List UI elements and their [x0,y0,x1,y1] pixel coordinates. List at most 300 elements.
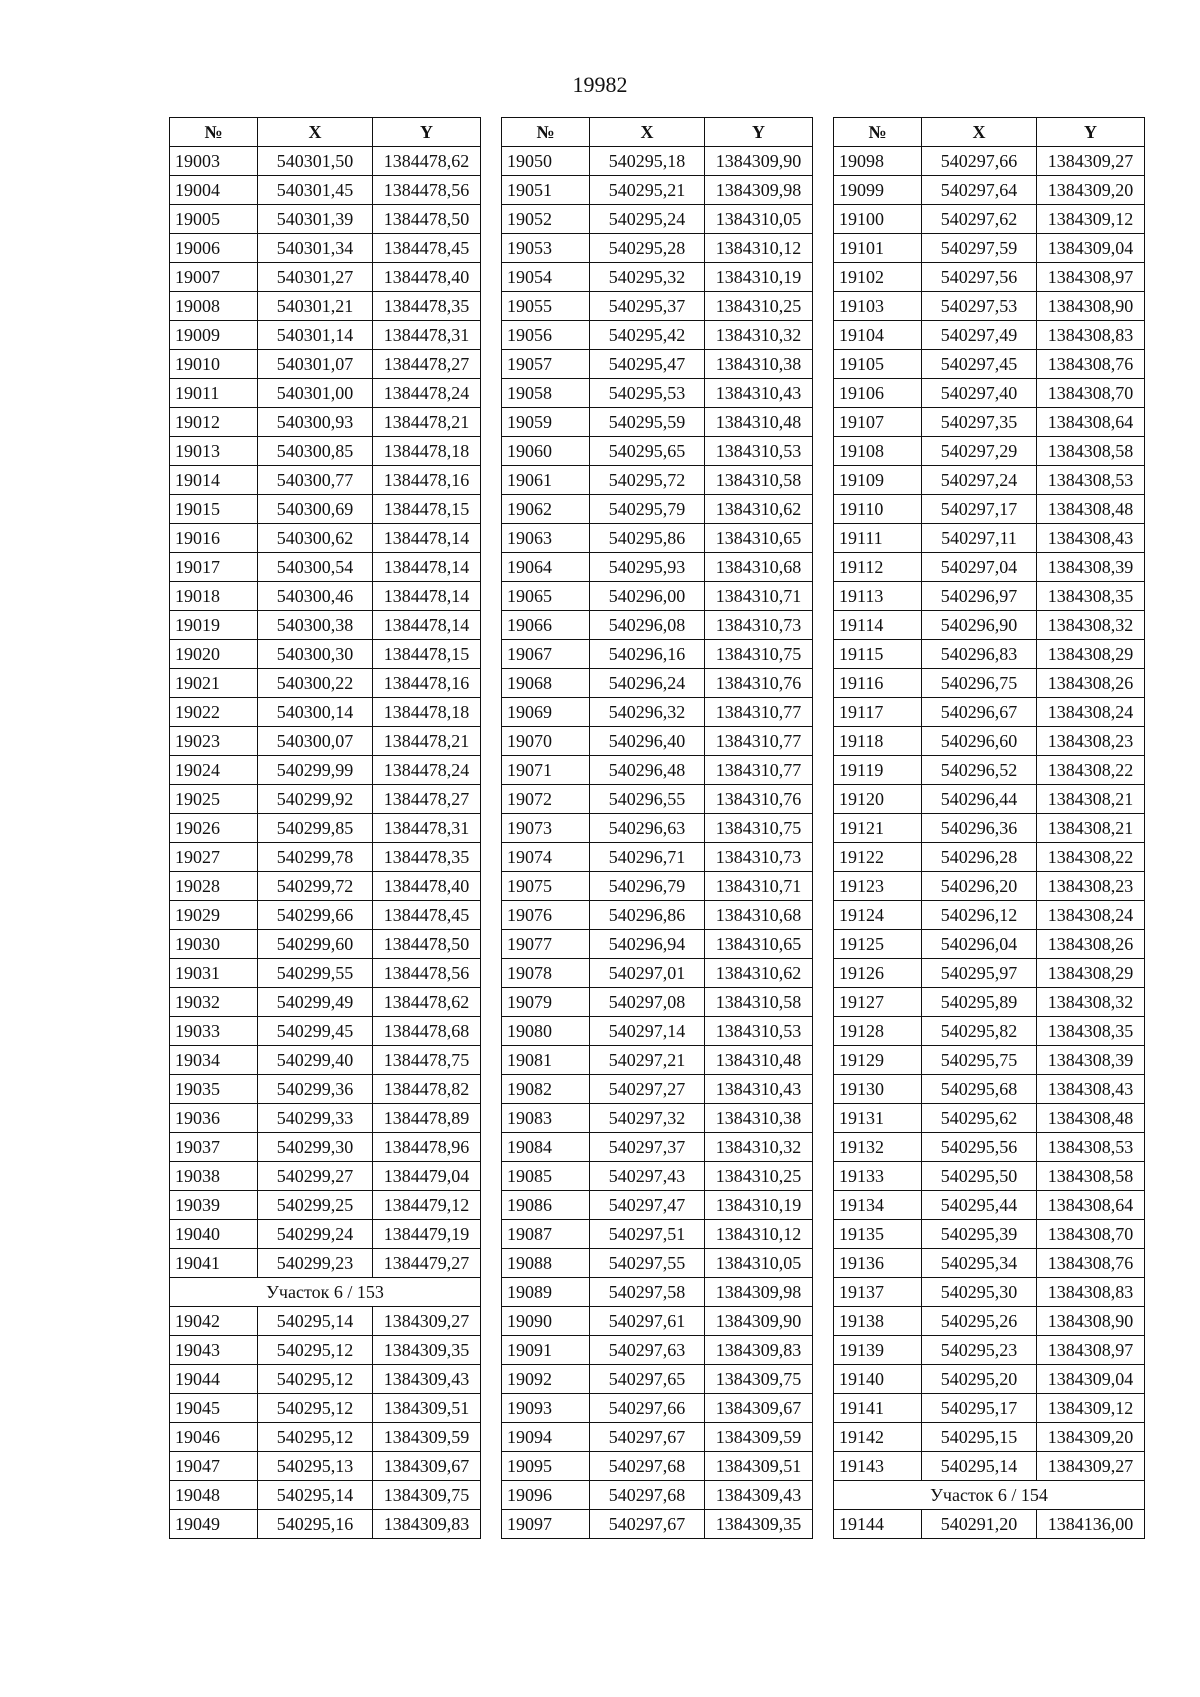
x-coordinate-cell: 540295,86 [590,524,705,553]
table-row [170,1249,481,1278]
y-coordinate-cell: 1384310,65 [705,524,813,553]
x-coordinate-cell: 540291,20 [922,1510,1037,1539]
x-coordinate-cell: 540295,47 [590,350,705,379]
y-coordinate-cell: 1384308,48 [1037,1104,1145,1133]
table-row [170,669,481,698]
y-coordinate-cell: 1384310,58 [705,988,813,1017]
table-row [834,1278,1145,1307]
point-number-cell: 19140 [834,1365,922,1394]
x-coordinate-cell: 540300,77 [258,466,373,495]
x-coordinate-cell: 540295,12 [258,1336,373,1365]
table-row [170,756,481,785]
table-row [170,292,481,321]
table-row [834,1452,1145,1481]
table-row [834,205,1145,234]
table-row [170,1365,481,1394]
y-coordinate-cell: 1384309,04 [1037,1365,1145,1394]
y-coordinate-cell: 1384310,43 [705,1075,813,1104]
x-coordinate-cell: 540296,60 [922,727,1037,756]
point-number-cell: 19068 [502,669,590,698]
section-row [834,1481,1145,1510]
table-row [170,1510,481,1539]
x-coordinate-cell: 540297,40 [922,379,1037,408]
y-coordinate-cell: 1384310,62 [705,959,813,988]
x-coordinate-cell: 540299,27 [258,1162,373,1191]
x-coordinate-cell: 540296,63 [590,814,705,843]
point-number-cell: 19142 [834,1423,922,1452]
y-coordinate-cell: 1384310,53 [705,437,813,466]
y-coordinate-cell: 1384308,23 [1037,727,1145,756]
table-row [502,408,813,437]
point-number-cell: 19010 [170,350,258,379]
x-coordinate-cell: 540296,86 [590,901,705,930]
point-number-cell: 19062 [502,495,590,524]
y-coordinate-cell: 1384308,22 [1037,756,1145,785]
point-number-cell: 19096 [502,1481,590,1510]
x-coordinate-cell: 540295,75 [922,1046,1037,1075]
point-number-cell: 19043 [170,1336,258,1365]
x-coordinate-cell: 540296,55 [590,785,705,814]
point-number-cell: 19124 [834,901,922,930]
y-coordinate-cell: 1384478,18 [373,698,481,727]
table-row [170,524,481,553]
point-number-cell: 19052 [502,205,590,234]
point-number-cell: 19091 [502,1336,590,1365]
y-coordinate-cell: 1384478,27 [373,785,481,814]
y-coordinate-cell: 1384478,24 [373,756,481,785]
point-number-cell: 19065 [502,582,590,611]
table-row [170,1423,481,1452]
point-number-cell: 19069 [502,698,590,727]
y-coordinate-cell: 1384478,56 [373,176,481,205]
x-coordinate-cell: 540295,28 [590,234,705,263]
x-coordinate-cell: 540295,72 [590,466,705,495]
table-row [502,1017,813,1046]
point-number-cell: 19093 [502,1394,590,1423]
point-number-cell: 19005 [170,205,258,234]
table-row [170,959,481,988]
table-row [170,495,481,524]
point-number-cell: 19139 [834,1336,922,1365]
point-number-cell: 19048 [170,1481,258,1510]
x-coordinate-cell: 540297,24 [922,466,1037,495]
y-coordinate-cell: 1384310,32 [705,321,813,350]
y-coordinate-cell: 1384478,31 [373,321,481,350]
x-coordinate-cell: 540296,16 [590,640,705,669]
y-coordinate-cell: 1384478,21 [373,727,481,756]
x-coordinate-cell: 540297,58 [590,1278,705,1307]
y-coordinate-cell: 1384478,62 [373,147,481,176]
column-header-number: № [834,118,922,147]
x-coordinate-cell: 540295,18 [590,147,705,176]
point-number-cell: 19089 [502,1278,590,1307]
x-coordinate-cell: 540299,49 [258,988,373,1017]
point-number-cell: 19019 [170,611,258,640]
table-row [834,1220,1145,1249]
y-coordinate-cell: 1384309,90 [705,147,813,176]
x-coordinate-cell: 540295,13 [258,1452,373,1481]
point-number-cell: 19084 [502,1133,590,1162]
y-coordinate-cell: 1384478,68 [373,1017,481,1046]
y-coordinate-cell: 1384478,40 [373,872,481,901]
point-number-cell: 19054 [502,263,590,292]
x-coordinate-cell: 540296,71 [590,843,705,872]
y-coordinate-cell: 1384309,27 [373,1307,481,1336]
y-coordinate-cell: 1384309,43 [373,1365,481,1394]
table-row [170,930,481,959]
point-number-cell: 19006 [170,234,258,263]
y-coordinate-cell: 1384310,53 [705,1017,813,1046]
x-coordinate-cell: 540301,14 [258,321,373,350]
point-number-cell: 19015 [170,495,258,524]
table-row [170,727,481,756]
y-coordinate-cell: 1384309,20 [1037,176,1145,205]
table-body [502,147,813,1539]
point-number-cell: 19016 [170,524,258,553]
x-coordinate-cell: 540295,68 [922,1075,1037,1104]
table-row [502,495,813,524]
point-number-cell: 19007 [170,263,258,292]
table-body [834,147,1145,1539]
table-row [834,292,1145,321]
y-coordinate-cell: 1384310,05 [705,205,813,234]
x-coordinate-cell: 540299,55 [258,959,373,988]
y-coordinate-cell: 1384478,45 [373,234,481,263]
y-coordinate-cell: 1384478,50 [373,205,481,234]
point-number-cell: 19032 [170,988,258,1017]
y-coordinate-cell: 1384309,12 [1037,1394,1145,1423]
table-row [834,582,1145,611]
point-number-cell: 19071 [502,756,590,785]
x-coordinate-cell: 540296,48 [590,756,705,785]
point-number-cell: 19122 [834,843,922,872]
y-coordinate-cell: 1384308,43 [1037,524,1145,553]
x-coordinate-cell: 540299,78 [258,843,373,872]
table-row [170,1075,481,1104]
point-number-cell: 19041 [170,1249,258,1278]
point-number-cell: 19027 [170,843,258,872]
table-row [834,727,1145,756]
point-number-cell: 19109 [834,466,922,495]
table-row [502,292,813,321]
y-coordinate-cell: 1384310,58 [705,466,813,495]
x-coordinate-cell: 540297,14 [590,1017,705,1046]
table-row [834,350,1145,379]
table-row [170,872,481,901]
table-row [170,1394,481,1423]
x-coordinate-cell: 540297,29 [922,437,1037,466]
point-number-cell: 19066 [502,611,590,640]
x-coordinate-cell: 540295,23 [922,1336,1037,1365]
y-coordinate-cell: 1384478,82 [373,1075,481,1104]
y-coordinate-cell: 1384478,35 [373,843,481,872]
y-coordinate-cell: 1384309,51 [705,1452,813,1481]
table-row [170,1481,481,1510]
x-coordinate-cell: 540300,30 [258,640,373,669]
point-number-cell: 19018 [170,582,258,611]
y-coordinate-cell: 1384309,98 [705,176,813,205]
x-coordinate-cell: 540295,62 [922,1104,1037,1133]
table-row [502,1510,813,1539]
y-coordinate-cell: 1384478,18 [373,437,481,466]
table-row [170,437,481,466]
point-number-cell: 19073 [502,814,590,843]
x-coordinate-cell: 540297,43 [590,1162,705,1191]
y-coordinate-cell: 1384308,70 [1037,1220,1145,1249]
table-row [834,176,1145,205]
table-row [170,640,481,669]
point-number-cell: 19101 [834,234,922,263]
table-row [834,1249,1145,1278]
x-coordinate-cell: 540296,97 [922,582,1037,611]
x-coordinate-cell: 540296,32 [590,698,705,727]
table-row [502,814,813,843]
x-coordinate-cell: 540295,37 [590,292,705,321]
point-number-cell: 19088 [502,1249,590,1278]
table-row [834,1104,1145,1133]
x-coordinate-cell: 540301,07 [258,350,373,379]
y-coordinate-cell: 1384308,90 [1037,1307,1145,1336]
y-coordinate-cell: 1384308,22 [1037,843,1145,872]
y-coordinate-cell: 1384479,12 [373,1191,481,1220]
table-row [502,1452,813,1481]
y-coordinate-cell: 1384478,14 [373,553,481,582]
table-row [834,379,1145,408]
point-number-cell: 19053 [502,234,590,263]
table-row [502,379,813,408]
x-coordinate-cell: 540295,16 [258,1510,373,1539]
point-number-cell: 19115 [834,640,922,669]
y-coordinate-cell: 1384310,75 [705,640,813,669]
point-number-cell: 19131 [834,1104,922,1133]
table-row [502,1249,813,1278]
x-coordinate-cell: 540299,60 [258,930,373,959]
point-number-cell: 19046 [170,1423,258,1452]
point-number-cell: 19038 [170,1162,258,1191]
y-coordinate-cell: 1384478,75 [373,1046,481,1075]
x-coordinate-cell: 540297,47 [590,1191,705,1220]
table-row [170,147,481,176]
point-number-cell: 19034 [170,1046,258,1075]
y-coordinate-cell: 1384309,59 [705,1423,813,1452]
y-coordinate-cell: 1384308,32 [1037,611,1145,640]
table-row [502,843,813,872]
table-row [834,1394,1145,1423]
table-row [834,1336,1145,1365]
table-row [834,408,1145,437]
point-number-cell: 19070 [502,727,590,756]
y-coordinate-cell: 1384309,04 [1037,234,1145,263]
table-row [502,582,813,611]
table-row [170,582,481,611]
y-coordinate-cell: 1384309,35 [373,1336,481,1365]
point-number-cell: 19044 [170,1365,258,1394]
x-coordinate-cell: 540296,08 [590,611,705,640]
y-coordinate-cell: 1384308,97 [1037,263,1145,292]
x-coordinate-cell: 540297,68 [590,1481,705,1510]
table-row [170,698,481,727]
x-coordinate-cell: 540297,56 [922,263,1037,292]
x-coordinate-cell: 540297,11 [922,524,1037,553]
table-row [502,698,813,727]
x-coordinate-cell: 540295,24 [590,205,705,234]
y-coordinate-cell: 1384308,29 [1037,959,1145,988]
y-coordinate-cell: 1384310,62 [705,495,813,524]
table-row [834,1423,1145,1452]
y-coordinate-cell: 1384308,64 [1037,408,1145,437]
table-row [834,1046,1145,1075]
y-coordinate-cell: 1384308,21 [1037,785,1145,814]
table-row [170,1336,481,1365]
table-row [170,263,481,292]
table-row [170,176,481,205]
table-row [170,1017,481,1046]
point-number-cell: 19040 [170,1220,258,1249]
table-row [834,756,1145,785]
column-header-y: Y [1037,118,1145,147]
point-number-cell: 19058 [502,379,590,408]
x-coordinate-cell: 540301,27 [258,263,373,292]
point-number-cell: 19100 [834,205,922,234]
point-number-cell: 19114 [834,611,922,640]
y-coordinate-cell: 1384310,76 [705,785,813,814]
table-body [170,147,481,1539]
y-coordinate-cell: 1384308,23 [1037,872,1145,901]
y-coordinate-cell: 1384479,19 [373,1220,481,1249]
x-coordinate-cell: 540295,42 [590,321,705,350]
x-coordinate-cell: 540295,34 [922,1249,1037,1278]
point-number-cell: 19024 [170,756,258,785]
x-coordinate-cell: 540301,45 [258,176,373,205]
x-coordinate-cell: 540295,79 [590,495,705,524]
x-coordinate-cell: 540296,52 [922,756,1037,785]
x-coordinate-cell: 540295,32 [590,263,705,292]
x-coordinate-cell: 540296,67 [922,698,1037,727]
point-number-cell: 19092 [502,1365,590,1394]
y-coordinate-cell: 1384310,75 [705,814,813,843]
y-coordinate-cell: 1384308,76 [1037,350,1145,379]
x-coordinate-cell: 540297,27 [590,1075,705,1104]
x-coordinate-cell: 540296,94 [590,930,705,959]
x-coordinate-cell: 540299,85 [258,814,373,843]
table-row [502,321,813,350]
y-coordinate-cell: 1384308,64 [1037,1191,1145,1220]
table-row [834,1133,1145,1162]
table-row [502,785,813,814]
y-coordinate-cell: 1384308,58 [1037,437,1145,466]
y-coordinate-cell: 1384308,90 [1037,292,1145,321]
point-number-cell: 19095 [502,1452,590,1481]
table-header-row [170,118,481,147]
table-row [502,1220,813,1249]
table-row [502,1394,813,1423]
table-row [170,611,481,640]
point-number-cell: 19030 [170,930,258,959]
y-coordinate-cell: 1384309,83 [373,1510,481,1539]
x-coordinate-cell: 540296,04 [922,930,1037,959]
point-number-cell: 19103 [834,292,922,321]
x-coordinate-cell: 540297,53 [922,292,1037,321]
table-row [502,756,813,785]
x-coordinate-cell: 540296,20 [922,872,1037,901]
y-coordinate-cell: 1384309,12 [1037,205,1145,234]
y-coordinate-cell: 1384478,35 [373,292,481,321]
x-coordinate-cell: 540295,20 [922,1365,1037,1394]
y-coordinate-cell: 1384308,53 [1037,1133,1145,1162]
table-row [502,640,813,669]
column-header-x: X [258,118,373,147]
column-header-x: X [590,118,705,147]
y-coordinate-cell: 1384478,40 [373,263,481,292]
x-coordinate-cell: 540301,34 [258,234,373,263]
point-number-cell: 19126 [834,959,922,988]
point-number-cell: 19003 [170,147,258,176]
y-coordinate-cell: 1384478,50 [373,930,481,959]
point-number-cell: 19037 [170,1133,258,1162]
x-coordinate-cell: 540299,24 [258,1220,373,1249]
point-number-cell: 19130 [834,1075,922,1104]
table-row [170,1307,481,1336]
table-row [170,1046,481,1075]
table-row [834,1162,1145,1191]
point-number-cell: 19127 [834,988,922,1017]
column-header-number: № [502,118,590,147]
table-row [502,350,813,379]
y-coordinate-cell: 1384478,62 [373,988,481,1017]
table-row [502,611,813,640]
point-number-cell: 19031 [170,959,258,988]
table-row [170,350,481,379]
table-row [834,495,1145,524]
x-coordinate-cell: 540297,49 [922,321,1037,350]
x-coordinate-cell: 540295,50 [922,1162,1037,1191]
x-coordinate-cell: 540296,90 [922,611,1037,640]
x-coordinate-cell: 540295,12 [258,1394,373,1423]
point-number-cell: 19064 [502,553,590,582]
point-number-cell: 19104 [834,321,922,350]
x-coordinate-cell: 540300,07 [258,727,373,756]
y-coordinate-cell: 1384308,43 [1037,1075,1145,1104]
y-coordinate-cell: 1384310,73 [705,843,813,872]
point-number-cell: 19029 [170,901,258,930]
point-number-cell: 19079 [502,988,590,1017]
x-coordinate-cell: 540295,44 [922,1191,1037,1220]
y-coordinate-cell: 1384308,58 [1037,1162,1145,1191]
column-header-number: № [170,118,258,147]
table-row [502,1423,813,1452]
y-coordinate-cell: 1384310,77 [705,727,813,756]
point-number-cell: 19132 [834,1133,922,1162]
point-number-cell: 19076 [502,901,590,930]
table-row [502,553,813,582]
point-number-cell: 19128 [834,1017,922,1046]
point-number-cell: 19119 [834,756,922,785]
point-number-cell: 19036 [170,1104,258,1133]
point-number-cell: 19077 [502,930,590,959]
table-row [502,872,813,901]
table-row [502,930,813,959]
table-row [502,147,813,176]
y-coordinate-cell: 1384310,68 [705,553,813,582]
point-number-cell: 19059 [502,408,590,437]
x-coordinate-cell: 540301,21 [258,292,373,321]
x-coordinate-cell: 540300,38 [258,611,373,640]
x-coordinate-cell: 540300,46 [258,582,373,611]
point-number-cell: 19144 [834,1510,922,1539]
x-coordinate-cell: 540297,59 [922,234,1037,263]
x-coordinate-cell: 540295,65 [590,437,705,466]
y-coordinate-cell: 1384310,12 [705,1220,813,1249]
